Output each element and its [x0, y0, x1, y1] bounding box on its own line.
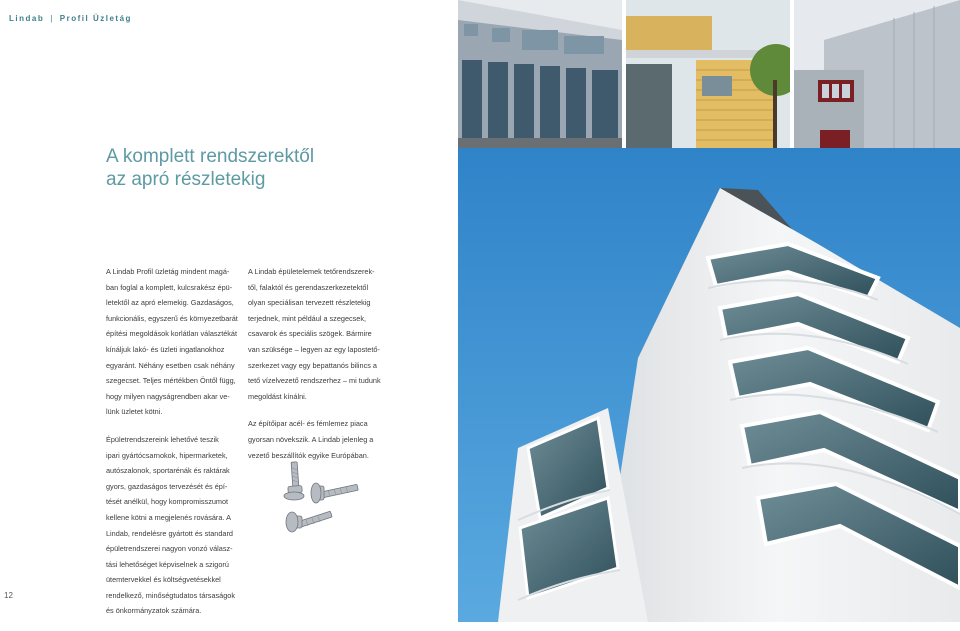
- text-line: Épületrendszereink lehetővé teszik: [106, 434, 219, 444]
- photo-grey-panel-building: [794, 0, 960, 148]
- photo-glass-office-building: [458, 0, 622, 148]
- text-line: lünk üzletet kötni.: [106, 407, 163, 417]
- text-line: Az építőipar acél- és fémlemez piaca: [248, 419, 368, 429]
- column-left-paragraph-2: [106, 432, 248, 619]
- text-line: tését anélkül, hogy kompromisszumot: [106, 497, 229, 507]
- text-line: szerkezet vagy egy bepattanós bilincs a: [248, 360, 377, 370]
- text-line: ütemtervekkel és költségvetésekkel: [106, 575, 221, 585]
- text-line: épületrendszerei nagyon vonzó válasz-: [106, 544, 233, 554]
- text-column-left: [106, 264, 248, 631]
- text-line: csavarok és speciális szögek. Bármire: [248, 329, 372, 339]
- page-title: [106, 145, 314, 191]
- column-right-paragraph-1: [248, 264, 398, 404]
- text-line: től, falaktól és gerendaszerkezetektől: [248, 282, 369, 292]
- screws-image: [270, 458, 370, 548]
- text-line: letektől az apró elemekig. Gazdaságos,: [106, 298, 234, 308]
- column-left-paragraph-1: [106, 264, 248, 420]
- text-line: Lindab, rendelésre gyártott és standard: [106, 528, 233, 538]
- text-line: megoldást kínálni.: [248, 391, 307, 401]
- column-right-paragraph-2: [248, 416, 398, 463]
- text-line: vezető beszállítók egyike Európában.: [248, 450, 369, 460]
- text-line: A Lindab Profil üzletág mindent magá-: [106, 267, 230, 276]
- brand-name: Lindab: [9, 14, 45, 23]
- text-line: gyorsan növekszik. A Lindab jelenleg a: [248, 434, 374, 444]
- text-line: van szüksége – legyen az egy lapostető-: [248, 344, 380, 354]
- text-line: autószalonok, sportarénák és raktárak: [106, 466, 230, 476]
- text-line: kellene kötni a megjelenés rovására. A: [106, 512, 231, 522]
- text-line: építési megoldások korlátlan választékát: [106, 329, 238, 339]
- title-line-2: az apró részletekig: [106, 169, 266, 190]
- text-line: terjednek, mint például a szegecsek,: [248, 313, 367, 323]
- text-line: olyan speciálisan tervezett részletekig: [248, 298, 371, 308]
- text-line: hogy milyen nagyságrendben akar ve-: [106, 391, 230, 401]
- text-line: A Lindab épületelemek tetőrendszerek-: [248, 267, 375, 276]
- text-line: kínáljuk lakó- és üzleti ingatlanokhoz: [106, 344, 225, 354]
- text-line: szegecset. Teljes mértékben Öntől függ,: [106, 376, 236, 386]
- title-line-1: A komplett rendszerektől: [106, 146, 315, 167]
- section-name: Profil Üzletág: [59, 14, 132, 23]
- text-line: tási lehetőséget képviselnek a szigorú: [106, 559, 229, 569]
- text-line: rendelkező, minőségtudatos társaságok: [106, 590, 235, 600]
- header-separator: |: [50, 14, 54, 23]
- photo-curved-residential-building: [458, 148, 960, 622]
- page-number: 12: [4, 591, 13, 600]
- text-line: egyaránt. Néhány esetben csak néhány: [106, 360, 235, 370]
- text-column-right: [248, 264, 398, 475]
- text-line: funkcionális, egyszerű és környezetbarát: [106, 313, 238, 323]
- text-line: ban foglal a komplett, kulcsrakész épü-: [106, 282, 233, 292]
- page-header: [9, 14, 132, 23]
- text-line: ipari gyártócsarnokok, hipermarketek,: [106, 450, 228, 460]
- text-line: gyors, gazdaságos tervezését és épí-: [106, 481, 228, 491]
- photo-yellow-house: [626, 0, 790, 148]
- text-line: és önkormányzatok számára.: [106, 606, 202, 616]
- text-line: tető vízelvezető rendszerhez – mi tudunk: [248, 376, 381, 386]
